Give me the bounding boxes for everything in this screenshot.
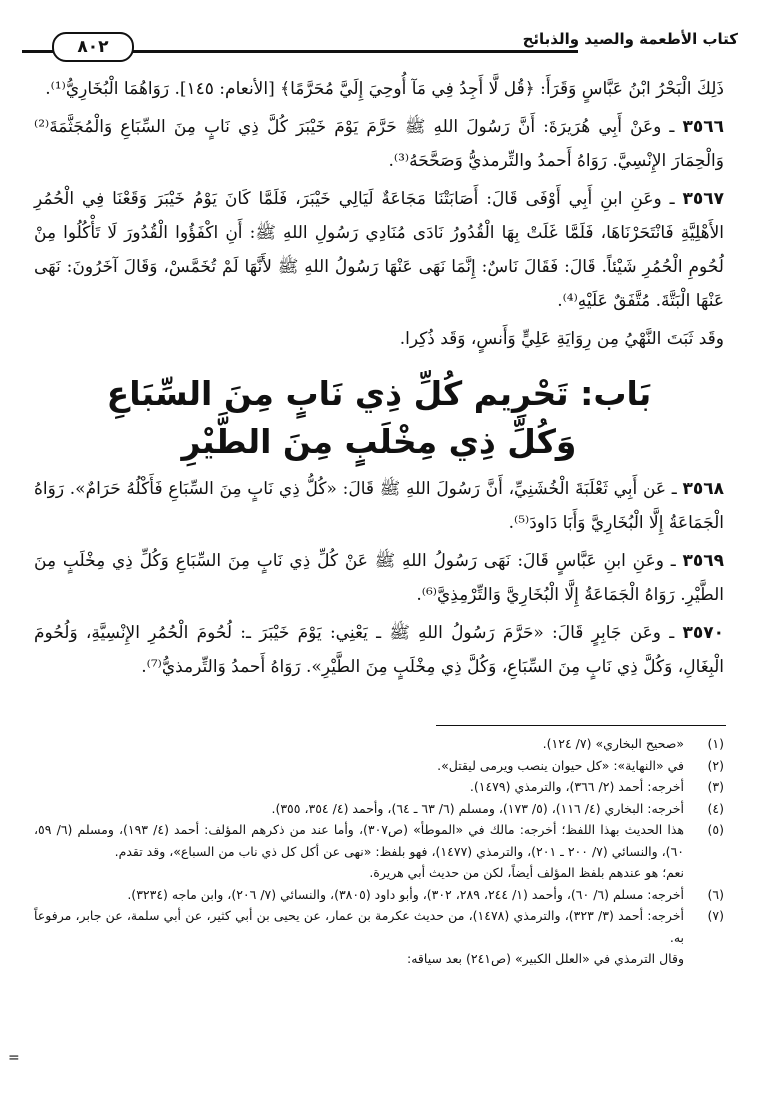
hadith-3569 <box>34 544 724 612</box>
footnote-text: «صحيح البخاري» (٧/ ١٢٤). <box>542 736 684 751</box>
hadith-3570 <box>34 616 724 684</box>
book-title: كتاب الأطعمة والصيد والذبائح <box>522 30 738 48</box>
footnote-continuation: وقال الترمذي في «العلل الكبير» (ص٢٤١) بعد سياقه: <box>407 951 684 966</box>
page-number: ٨٠٢ <box>52 32 134 62</box>
footnote-number: (٥) <box>707 822 724 837</box>
footnote-item <box>34 798 724 820</box>
footnote-text: أخرجه: أحمد (٣/ ٣٢٣)، والترمذي (١٤٧٨)، من حديث عكرمة بن عمار، عن يحيى بن أبي كثير، عن أبي سلمة، عن جابر، مرفوعاً به. <box>34 908 685 945</box>
footnote-number: (٧) <box>707 908 724 923</box>
page-header <box>22 26 738 60</box>
hadith-text: ـ وعَنِ ابنِ أَبِي أَوْفَى قَالَ: أَصَابَتْنَا مَجَاعَةٌ لَيَالِي خَيْبَرَ، فَلَمَّا كَانَ يَوْمُ خَيْبَرَ وَقَعْنَا فِي الْحُمُرِ الأَهْلِيَّةِ فَانْتَحَرْنَاهَا، فَلَمَّا غَلَتْ بِهَا الْقُدُورُ نَادَى مُنَادِي رَسُولِ اللهِ ﷺ: أَنِ اكْفَؤُوا الْقُدُورَ لَا تَأْكُلُوا مِنْ لُحُومِ الْحُمُرِ شَيْئاً. قَالَ: فَقَالَ نَاسٌ: إِنَّمَا نَهَى عَنْهَا رَسُولُ اللهِ ﷺ لأَنَّهَا لَمْ تُخَمَّسْ، وَقَالَ آخَرُونَ: نَهَى عَنْهَا الْبَتَّةَ. مُتَّفَقٌ عَلَيْهِ⁽⁴⁾. <box>34 189 724 311</box>
footnote-text: هذا الحديث بهذا اللفظ؛ أخرجه: مالك في «الموطأ» (ص٣٠٧)، وأما عند من ذكرهم المؤلف: أحمد (٤/ ١٩٣)، ومسلم (٦/ ٥٩، ٦٠)، والنسائي (٧/ ٢٠٠ ـ ٢٠١)، والترمذي (١٤٧٧)، فهو بلفظ: «نهى عن أكل كل ذي ناب من السباع»، وقد تقدم. <box>34 822 685 859</box>
hadith-3568 <box>34 472 724 540</box>
hadith-text: ـ وعَنِ ابنِ عَبَّاسٍ قَالَ: نَهَى رَسُولُ اللهِ ﷺ عَنْ كُلِّ ذِي نَابٍ مِنَ السِّبَاعِ وَكُلِّ ذِي مِخْلَبٍ مِنَ الطَّيْرِ. رَوَاهُ الْجَمَاعَةُ إِلَّا الْبُخَارِيَّ وَالتِّرْمِذِيَّ⁽⁶⁾. <box>34 551 724 605</box>
hadith-3567 <box>34 182 724 318</box>
footnote-number: (٢) <box>707 757 724 773</box>
footnote-item <box>34 733 724 755</box>
footnote-number: (٤) <box>707 800 724 816</box>
footnote-item <box>34 884 724 906</box>
footnote-item <box>34 776 724 798</box>
continuation-mark: = <box>8 1050 20 1066</box>
footnote-text: أخرجه: مسلم (٦/ ٦٠)، وأحمد (١/ ٢٤٤، ٢٨٩، ٣٠٢)، وأبو داود (٣٨٠٥)، والنسائي (٧/ ٢٠٦)، وابن ماجه (٣٢٣٤). <box>127 886 684 902</box>
footnote-continuation: نعم؛ هو عندهم بلفظ المؤلف أيضاً، لكن من حديث أبي هريرة. <box>369 865 684 880</box>
hadith-text: ـ وعَن جَابِرٍ قَالَ: «حَرَّمَ رَسُولُ اللهِ ﷺ ـ يَعْنِي: يَوْمَ خَيْبَرَ ـ: لُحُومَ الْحُمُرِ الإِنْسِيَّةِ، وَلُحُومَ الْبِغَالِ، وَكُلَّ ذِي نَابٍ مِنَ السِّبَاعِ، وَكُلَّ ذِي مِخْلَبٍ مِنَ الطَّيْرِ». رَوَاهُ أَحمدُ وَالتِّرمذيُّ⁽⁷⁾. <box>34 623 724 677</box>
hadith-number: ٣٥٦٨ <box>682 479 724 499</box>
footnote-text: في «النهاية»: «كل حيوان ينصب ويرمى ليقتل». <box>437 757 684 773</box>
footnote-rule <box>436 725 726 726</box>
hadith-number: ٣٥٦٧ <box>682 189 724 209</box>
footnote-number: (٦) <box>707 886 724 902</box>
footnotes <box>34 733 724 970</box>
footnote-item <box>34 905 724 948</box>
footnote-text: أخرجه: البخاري (٤/ ١١٦)، (٥/ ١٧٣)، ومسلم (٦/ ٦٣ ـ ٦٤)، وأحمد (٤/ ٣٥٤، ٣٥٥). <box>271 800 684 816</box>
footnote-item <box>34 819 724 862</box>
hadith-text: ـ وعَنْ أَبِي هُرَيرَةَ: أَنَّ رَسُولَ اللهِ ﷺ حَرَّمَ يَوْمَ خَيْبَرَ كُلَّ ذِي نَابٍ مِنَ السِّبَاعِ وَالْمُجَثَّمَةَ⁽²⁾ وَالْحِمَارَ الإِنْسِيَّ. رَوَاهُ أَحمدُ والتِّرمذيُّ وَصَحَّحَهُ⁽³⁾. <box>34 117 724 171</box>
hadith-number: ٣٥٦٦ <box>682 117 724 137</box>
chapter-heading-line-2: وَكُلِّ ذِي مِخْلَبٍ مِنَ الطَّيْرِ <box>181 422 577 461</box>
chapter-heading <box>34 370 724 466</box>
paragraph-note: وقَد ثَبَتَ النَّهْيُ مِن رِوَايَةِ عَلِيٍّ وَأَنسٍ، وَقَد ذُكِرا. <box>399 329 724 349</box>
footnote-item <box>34 755 724 777</box>
footnote-text: أخرجه: أحمد (٢/ ٣٦٦)، والترمذي (١٤٧٩). <box>469 779 684 794</box>
hadith-text: ـ عَن أَبِي ثَعْلَبَةَ الْخُشَنِيِّ، أَنَّ رَسُولَ اللهِ ﷺ قَالَ: «كُلُّ ذِي نَابٍ مِنَ السِّبَاعِ فَأَكْلُهُ حَرَامٌ». رَوَاهُ الْجَمَاعَةُ إِلَّا الْبُخَارِيَّ وَأَبَا دَاودَ⁽⁵⁾. <box>34 479 724 533</box>
hadith-number: ٣٥٦٩ <box>682 551 724 571</box>
page-body <box>34 72 724 688</box>
hadith-3566 <box>34 110 724 178</box>
chapter-heading-line-1: بَاب: تَحْرِيم كُلِّ ذِي نَابٍ مِنَ السِّبَاعِ <box>106 374 652 413</box>
footnote-number: (١) <box>707 736 724 751</box>
paragraph-intro: ذَلِكَ الْبَحْرُ ابْنُ عَبَّاسٍ وَقَرَأَ: ﴿قُل لَّا أَجِدُ فِي مَآ أُوحِيَ إِلَيَّ مُحَرَّمًا﴾ [الأنعام: ١٤٥]. رَوَاهُمَا الْبُخَارِيُّ⁽¹⁾. <box>45 79 724 99</box>
footnote-number: (٣) <box>707 779 724 794</box>
hadith-number: ٣٥٧٠ <box>682 623 724 643</box>
